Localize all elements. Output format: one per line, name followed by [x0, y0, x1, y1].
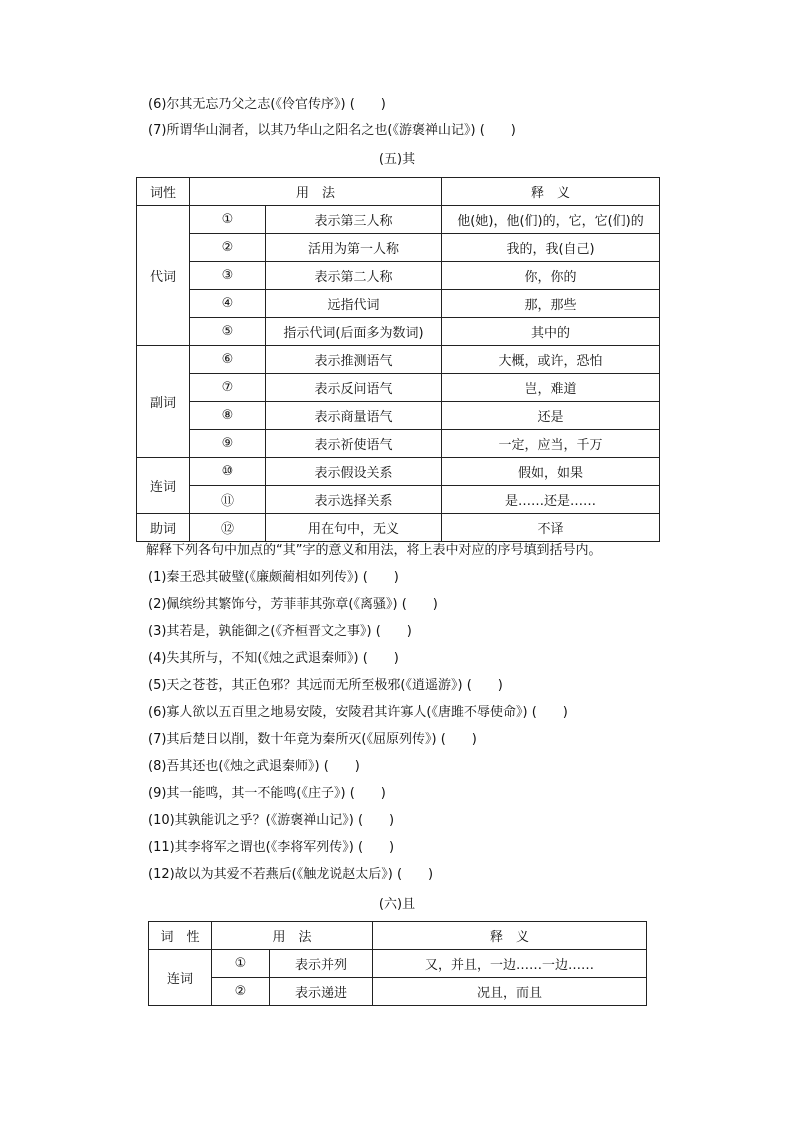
num-cell: ⑧	[190, 402, 266, 430]
table-row	[137, 290, 660, 318]
num-cell: ⑩	[190, 458, 266, 486]
question-item: (10)其孰能讥之乎？(《游褒禅山记》) ( )	[148, 813, 395, 828]
section-title: (六)且	[378, 897, 416, 912]
num-cell: ⑥	[190, 346, 266, 374]
question-item: (5)天之苍苍，其正色邪？其远而无所至极邪(《逍遥游》) ( )	[148, 678, 503, 693]
meaning-cell: 不译	[442, 514, 660, 542]
meaning-cell: 他(她)，他(们)的，它，它(们)的	[442, 206, 660, 234]
table-row	[137, 346, 660, 374]
header-usage: 用 法	[212, 922, 373, 950]
question-item: (12)故以为其爱不若燕后(《触龙说赵太后》) ( )	[148, 867, 434, 882]
pos-cell: 助词	[137, 514, 190, 542]
usage-cell: 表示假设关系	[266, 458, 442, 486]
num-cell: ②	[190, 234, 266, 262]
num-cell: ①	[212, 950, 270, 978]
header-meaning: 释 义	[442, 178, 660, 206]
table-row	[149, 950, 647, 978]
header-usage: 用 法	[190, 178, 442, 206]
question-item: (4)失其所与，不知(《烛之武退秦师》) ( )	[148, 651, 399, 666]
header-pos: 词 性	[149, 922, 212, 950]
usage-cell: 表示反问语气	[266, 374, 442, 402]
question-item: (7)所谓华山洞者，以其乃华山之阳名之也(《游褒禅山记》) ( )	[148, 123, 516, 138]
pos-cell: 副词	[137, 346, 190, 458]
num-cell: ④	[190, 290, 266, 318]
meaning-cell: 岂，难道	[442, 374, 660, 402]
section-title: (五)其	[378, 152, 416, 167]
usage-cell: 指示代词(后面多为数词)	[266, 318, 442, 346]
num-cell: ①	[190, 206, 266, 234]
meaning-cell: 大概，或许，恐怕	[442, 346, 660, 374]
pos-cell: 代词	[137, 206, 190, 346]
num-cell: ⑨	[190, 430, 266, 458]
meaning-cell: 那，那些	[442, 290, 660, 318]
meaning-cell: 我的，我(自己)	[442, 234, 660, 262]
num-cell: ⑦	[190, 374, 266, 402]
table-row	[137, 430, 660, 458]
usage-cell: 表示第三人称	[266, 206, 442, 234]
num-cell: ⑪	[190, 486, 266, 514]
header-pos: 词性	[137, 178, 190, 206]
num-cell: ⑫	[190, 514, 266, 542]
meaning-cell: 况且，而且	[373, 978, 647, 1006]
meaning-cell: 一定，应当，千万	[442, 430, 660, 458]
usage-table-qi	[136, 177, 660, 542]
table-row	[137, 318, 660, 346]
meaning-cell: 还是	[442, 402, 660, 430]
usage-cell: 表示选择关系	[266, 486, 442, 514]
table-row	[137, 206, 660, 234]
table-row	[137, 374, 660, 402]
num-cell: ③	[190, 262, 266, 290]
usage-cell: 表示推测语气	[266, 346, 442, 374]
question-item: (6)尔其无忘乃父之志(《伶官传序》) ( )	[148, 97, 386, 112]
table-row	[137, 458, 660, 486]
question-item: (11)其李将军之谓也(《李将军列传》) ( )	[148, 840, 395, 855]
meaning-cell: 假如，如果	[442, 458, 660, 486]
meaning-cell: 你，你的	[442, 262, 660, 290]
num-cell: ⑤	[190, 318, 266, 346]
num-cell: ②	[212, 978, 270, 1006]
question-item: (3)其若是，孰能御之(《齐桓晋文之事》) ( )	[148, 624, 412, 639]
usage-cell: 表示并列	[270, 950, 373, 978]
question-item: (8)吾其还也(《烛之武退秦师》) ( )	[148, 759, 360, 774]
usage-cell: 表示祈使语气	[266, 430, 442, 458]
table-header-row	[137, 178, 660, 206]
meaning-cell: 其中的	[442, 318, 660, 346]
meaning-cell: 是……还是……	[442, 486, 660, 514]
question-item: (6)寡人欲以五百里之地易安陵，安陵君其许寡人(《唐雎不辱使命》) ( )	[148, 705, 568, 720]
usage-cell: 表示第二人称	[266, 262, 442, 290]
table-row	[137, 402, 660, 430]
pos-cell: 连词	[137, 458, 190, 514]
table-header-row	[149, 922, 647, 950]
meaning-cell: 又，并且，一边……一边……	[373, 950, 647, 978]
table-row	[137, 486, 660, 514]
usage-cell: 表示递进	[270, 978, 373, 1006]
usage-cell: 远指代词	[266, 290, 442, 318]
table-row	[137, 262, 660, 290]
question-item: (2)佩缤纷其繁饰兮，芳菲菲其弥章(《离骚》) ( )	[148, 597, 438, 612]
usage-cell: 表示商量语气	[266, 402, 442, 430]
instruction-text: 解释下列各句中加点的“其”字的意义和用法，将上表中对应的序号填到括号内。	[146, 543, 602, 558]
table-row	[149, 978, 647, 1006]
question-item: (7)其后楚日以削，数十年竟为秦所灭(《屈原列传》) ( )	[148, 732, 477, 747]
pos-cell: 连词	[149, 950, 212, 1006]
table-row	[137, 514, 660, 542]
usage-table-qie	[148, 921, 647, 1006]
table-row	[137, 234, 660, 262]
question-item: (9)其一能鸣，其一不能鸣(《庄子》) ( )	[148, 786, 386, 801]
question-item: (1)秦王恐其破璧(《廉颇蔺相如列传》) ( )	[148, 570, 399, 585]
usage-cell: 用在句中，无义	[266, 514, 442, 542]
header-meaning: 释 义	[373, 922, 647, 950]
usage-cell: 活用为第一人称	[266, 234, 442, 262]
